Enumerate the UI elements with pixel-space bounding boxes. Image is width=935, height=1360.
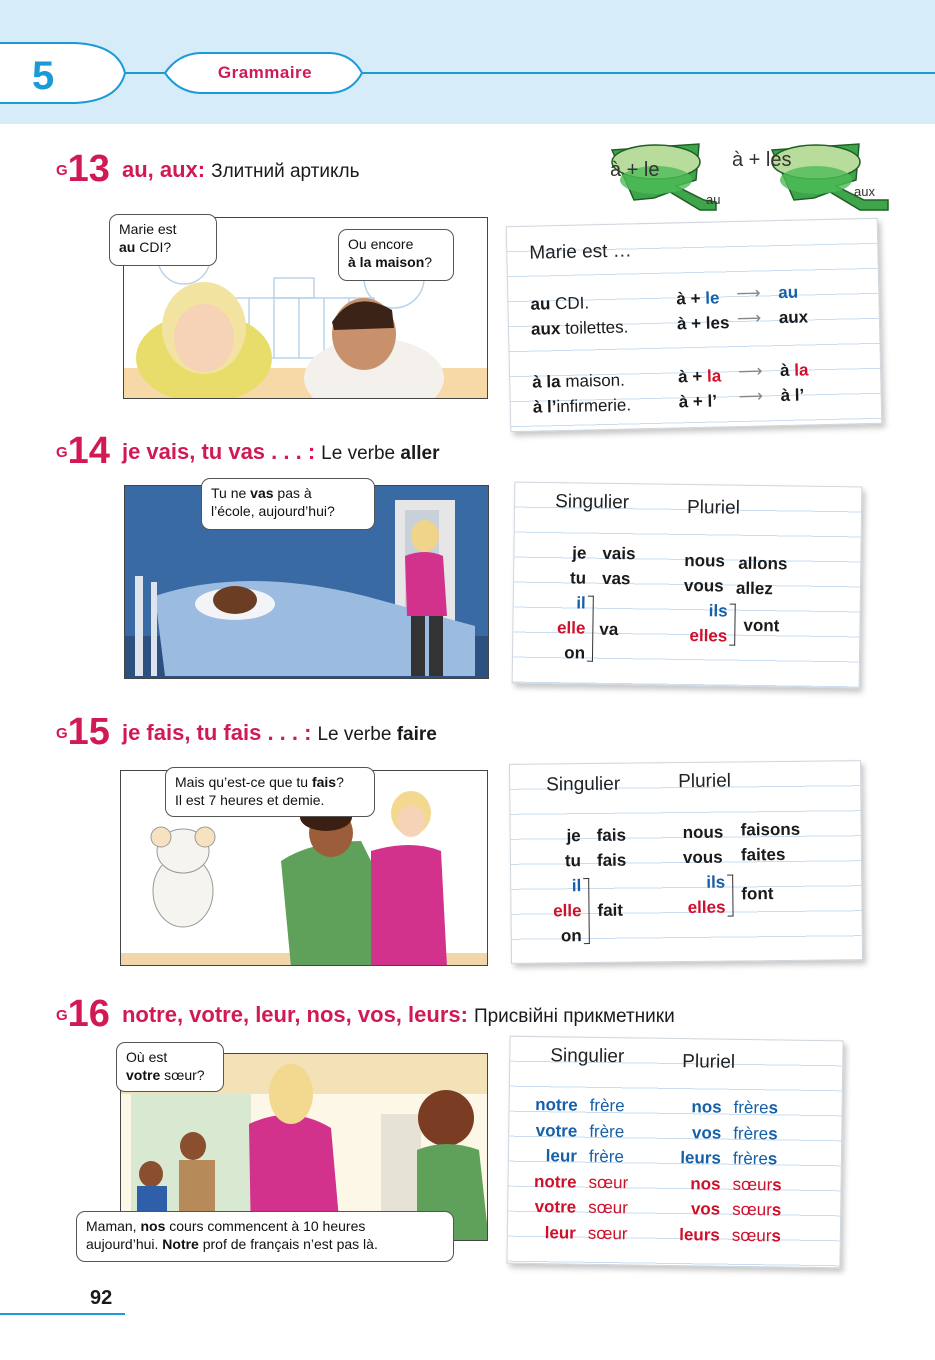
section-number: 13 <box>67 148 110 190</box>
funnel2-out: aux <box>854 184 875 199</box>
noun-singular: frère <box>588 1146 625 1167</box>
pronoun: elle <box>553 901 582 921</box>
column-header-singular: Singulier <box>550 1045 625 1068</box>
section-heading: je vais, tu vas . . . : <box>121 439 316 464</box>
section-heading: au, aux: <box>121 157 206 182</box>
bubble-line: Tu ne vas pas à <box>211 485 312 501</box>
bubble-bold: au <box>119 239 136 255</box>
section-subtitle: Le verbe aller <box>321 443 440 464</box>
verb-form: allons <box>738 553 788 574</box>
column-header-plural: Pluriel <box>678 770 732 793</box>
header-decoration <box>0 0 935 124</box>
table-result: au <box>778 282 799 303</box>
bubble-line: aujourd’hui. Notre prof de français n’est pas là. <box>86 1236 378 1252</box>
table-formula: à + les <box>676 313 730 334</box>
arrow-icon: ⟶ <box>736 283 761 304</box>
bubble-line: Où est <box>126 1049 168 1065</box>
noun-plural: frères <box>733 1097 779 1118</box>
noun-singular: sœur <box>588 1197 629 1218</box>
section-title-g14 <box>56 430 439 473</box>
chapter-label: Grammaire <box>217 63 313 82</box>
table-row: au CDI. <box>530 293 590 314</box>
possessive-plural: leurs <box>679 1224 720 1245</box>
possessive-singular: votre <box>534 1197 577 1217</box>
funnel1-top: à + le <box>610 159 660 181</box>
funnel2-top: à + les <box>732 149 792 171</box>
bubble-line: Maman, nos cours commencent à 10 heures <box>86 1218 366 1234</box>
table-article-contraction <box>506 218 883 432</box>
pronoun: je <box>566 826 581 846</box>
grammar-marker: G <box>56 1007 68 1024</box>
pronoun: ils <box>706 872 726 892</box>
grammar-marker: G <box>56 725 68 742</box>
table-verb-faire <box>509 760 863 964</box>
chapter-number: 5 <box>32 54 55 98</box>
noun-plural: frères <box>733 1123 778 1143</box>
possessive-plural: vos <box>690 1199 721 1219</box>
verb-form: vais <box>602 543 636 564</box>
bracket-icon <box>729 604 736 646</box>
arrow-icon: ⟶ <box>736 308 762 329</box>
pronoun: tu <box>569 568 587 588</box>
bubble-text: CDI? <box>135 239 172 255</box>
pronoun: elles <box>687 897 726 917</box>
possessive-singular: leur <box>545 1146 578 1166</box>
section-subtitle: Злитний артикль <box>211 161 360 182</box>
pronoun: tu <box>564 851 582 871</box>
section-heading: notre, votre, leur, nos, vos, leurs: <box>121 1002 468 1027</box>
pronoun: il <box>576 593 586 613</box>
noun-plural: sœurs <box>732 1174 782 1194</box>
pronoun: vous <box>683 575 724 596</box>
table-result: aux <box>778 307 809 328</box>
bracket-icon <box>583 878 590 944</box>
table-formula: à + le <box>676 288 720 309</box>
verb-form: allez <box>735 578 773 599</box>
speech-bubble-boy <box>338 229 454 281</box>
possessive-singular: leur <box>544 1222 576 1243</box>
bubble-line: Il est 7 heures et demie. <box>175 792 325 808</box>
bubble-line: votre sœur? <box>126 1067 205 1083</box>
pronoun: vous <box>682 847 723 868</box>
footer-line <box>0 1313 125 1315</box>
speech-bubble-mother <box>201 478 375 530</box>
grammar-marker: G <box>56 162 68 179</box>
table-result: à l’ <box>780 385 805 406</box>
bubble-text: ? <box>424 254 433 270</box>
section-heading: je fais, tu fais . . . : <box>121 720 312 745</box>
table-row: aux toilettes. <box>530 317 629 339</box>
arrow-icon: ⟶ <box>737 361 763 382</box>
verb-form: fais <box>596 850 627 870</box>
arrow-icon: ⟶ <box>738 386 764 407</box>
noun-plural: sœurs <box>731 1225 782 1245</box>
table-row: à la maison. <box>532 370 626 392</box>
bubble-line <box>348 253 444 271</box>
bubble-line: Marie est <box>119 221 177 237</box>
funnel1-out: au <box>706 192 721 207</box>
table-heading: Marie est … <box>529 240 632 264</box>
pronoun: elles <box>689 626 728 646</box>
bracket-icon <box>727 875 733 917</box>
column-header-singular: Singulier <box>555 491 630 514</box>
speech-bubble-answer <box>76 1211 454 1262</box>
speech-bubble-marie <box>109 214 217 266</box>
noun-plural: frères <box>732 1148 778 1169</box>
section-title-g13 <box>56 148 360 191</box>
section-number: 14 <box>67 430 110 472</box>
section-title-g15 <box>56 711 437 754</box>
funnel-illustration <box>604 140 894 218</box>
pronoun: je <box>572 543 587 563</box>
noun-plural: sœurs <box>732 1199 782 1220</box>
possessive-plural: nos <box>691 1097 722 1117</box>
grammar-marker: G <box>56 444 68 461</box>
table-formula: à + l’ <box>678 391 718 412</box>
chapter-header <box>0 0 935 124</box>
bubble-line: l’école, aujourd’hui? <box>211 503 335 519</box>
speech-bubble-question <box>116 1042 224 1092</box>
column-header-plural: Pluriel <box>682 1051 736 1073</box>
pronoun: nous <box>684 550 726 571</box>
table-formula: à + la <box>677 366 722 387</box>
pronoun: on <box>560 926 582 946</box>
table-verb-aller <box>512 482 863 689</box>
noun-singular: sœur <box>588 1172 629 1192</box>
noun-singular: sœur <box>587 1223 628 1243</box>
verb-form: faisons <box>740 819 801 840</box>
column-header-plural: Pluriel <box>686 496 741 519</box>
possessive-plural: vos <box>691 1122 722 1143</box>
verb-form: font <box>741 884 774 904</box>
pronoun: nous <box>682 822 724 843</box>
page-number: 92 <box>90 1287 113 1309</box>
table-result: à la <box>779 360 809 381</box>
section-subtitle: Le verbe faire <box>317 724 437 745</box>
possessive-plural: leurs <box>680 1148 722 1168</box>
bubble-line: Ou encore <box>348 236 414 252</box>
pronoun: ils <box>708 601 728 621</box>
possessive-singular: votre <box>535 1120 578 1141</box>
possessive-plural: nos <box>690 1173 721 1194</box>
verb-form: vont <box>743 615 780 636</box>
speech-bubble-mother-question <box>165 767 375 817</box>
bubble-line <box>119 238 207 256</box>
bubble-bold: à la maison <box>348 254 425 270</box>
bracket-icon <box>587 596 594 662</box>
pronoun: il <box>571 876 582 896</box>
bubble-line: Mais qu’est-ce que tu fais? <box>175 774 344 790</box>
noun-singular: frère <box>589 1121 625 1141</box>
noun-singular: frère <box>589 1095 625 1116</box>
column-header-singular: Singulier <box>546 773 621 796</box>
section-subtitle: Присвійні прикметники <box>473 1006 675 1027</box>
verb-form: fait <box>597 900 624 920</box>
verb-form: faites <box>740 844 786 865</box>
verb-form: va <box>599 619 619 640</box>
table-row: à l’infirmerie. <box>532 395 632 417</box>
possessive-singular: notre <box>533 1171 577 1192</box>
verb-form: vas <box>601 568 631 589</box>
section-number: 16 <box>67 993 110 1035</box>
pronoun: on <box>564 643 586 663</box>
table-possessive-adjectives <box>506 1036 843 1269</box>
section-number: 15 <box>67 711 110 753</box>
pronoun: elle <box>556 618 586 638</box>
possessive-singular: notre <box>535 1095 578 1115</box>
section-title-g16 <box>56 993 675 1036</box>
verb-form: fais <box>596 825 627 845</box>
